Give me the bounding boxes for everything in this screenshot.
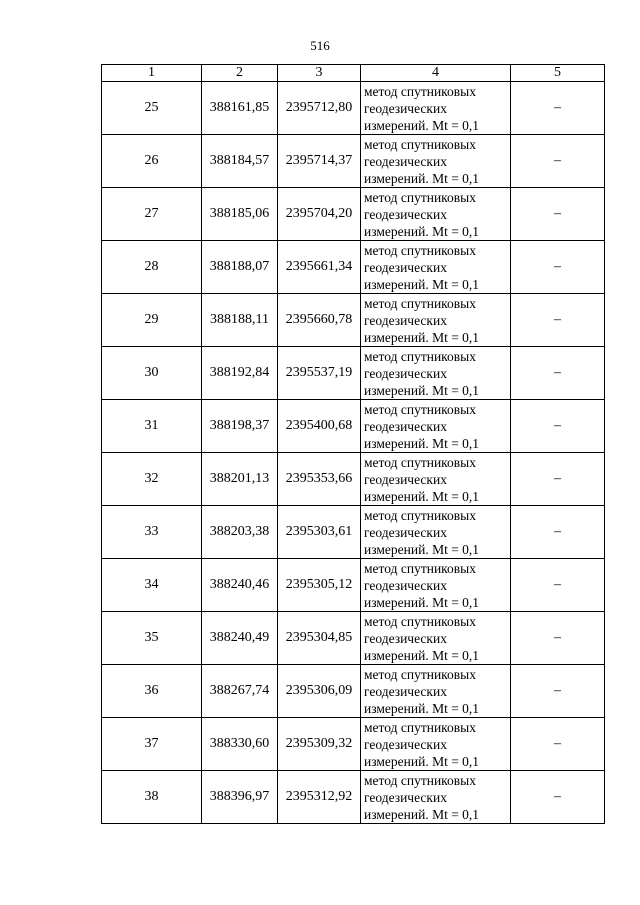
y-coordinate-cell: 2395353,66 — [278, 453, 361, 506]
point-number-cell: 38 — [102, 771, 202, 824]
method-line: геодезических — [364, 630, 447, 646]
note-cell: – — [511, 294, 605, 347]
method-line: геодезических — [364, 153, 447, 169]
method-line: измерений. Mt = 0,1 — [364, 647, 480, 663]
method-cell — [361, 82, 511, 135]
method-line: измерений. Mt = 0,1 — [364, 117, 480, 133]
x-coordinate-cell: 388203,38 — [202, 506, 278, 559]
table-row — [102, 718, 605, 771]
point-number-cell: 35 — [102, 612, 202, 665]
point-number-cell: 36 — [102, 665, 202, 718]
table-row — [102, 294, 605, 347]
point-number-cell: 27 — [102, 188, 202, 241]
x-coordinate-cell: 388188,11 — [202, 294, 278, 347]
y-coordinate-cell: 2395305,12 — [278, 559, 361, 612]
table-row — [102, 241, 605, 294]
y-coordinate-cell: 2395537,19 — [278, 347, 361, 400]
method-line: метод спутниковых — [364, 560, 476, 576]
header-col-3: 3 — [278, 65, 361, 82]
method-line: измерений. Mt = 0,1 — [364, 700, 480, 716]
method-line: метод спутниковых — [364, 507, 476, 523]
table-row — [102, 665, 605, 718]
header-col-5: 5 — [511, 65, 605, 82]
x-coordinate-cell: 388185,06 — [202, 188, 278, 241]
method-line: метод спутниковых — [364, 83, 476, 99]
table-row — [102, 771, 605, 824]
note-cell: – — [511, 241, 605, 294]
method-cell — [361, 400, 511, 453]
x-coordinate-cell: 388240,46 — [202, 559, 278, 612]
method-line: геодезических — [364, 206, 447, 222]
method-cell — [361, 771, 511, 824]
method-line: метод спутниковых — [364, 189, 476, 205]
x-coordinate-cell: 388198,37 — [202, 400, 278, 453]
method-cell — [361, 718, 511, 771]
method-line: геодезических — [364, 418, 447, 434]
method-line: геодезических — [364, 524, 447, 540]
header-row — [102, 65, 605, 82]
x-coordinate-cell: 388192,84 — [202, 347, 278, 400]
y-coordinate-cell: 2395304,85 — [278, 612, 361, 665]
method-line: геодезических — [364, 683, 447, 699]
method-line: измерений. Mt = 0,1 — [364, 541, 480, 557]
note-cell: – — [511, 612, 605, 665]
method-line: метод спутниковых — [364, 242, 476, 258]
method-cell — [361, 135, 511, 188]
point-number-cell: 32 — [102, 453, 202, 506]
method-line: метод спутниковых — [364, 613, 476, 629]
method-cell — [361, 506, 511, 559]
method-line: измерений. Mt = 0,1 — [364, 806, 480, 822]
note-cell: – — [511, 559, 605, 612]
point-number-cell: 25 — [102, 82, 202, 135]
method-line: метод спутниковых — [364, 295, 476, 311]
point-number-cell: 30 — [102, 347, 202, 400]
page-number: 516 — [310, 38, 330, 53]
header-col-2: 2 — [202, 65, 278, 82]
method-line: измерений. Mt = 0,1 — [364, 382, 480, 398]
table-row — [102, 135, 605, 188]
y-coordinate-cell: 2395303,61 — [278, 506, 361, 559]
x-coordinate-cell: 388240,49 — [202, 612, 278, 665]
method-line: измерений. Mt = 0,1 — [364, 223, 480, 239]
method-line: геодезических — [364, 259, 447, 275]
method-cell — [361, 188, 511, 241]
method-cell — [361, 347, 511, 400]
x-coordinate-cell: 388201,13 — [202, 453, 278, 506]
method-line: метод спутниковых — [364, 772, 476, 788]
x-coordinate-cell: 388396,97 — [202, 771, 278, 824]
y-coordinate-cell: 2395714,37 — [278, 135, 361, 188]
method-line: измерений. Mt = 0,1 — [364, 594, 480, 610]
method-line: измерений. Mt = 0,1 — [364, 435, 480, 451]
note-cell: – — [511, 665, 605, 718]
method-line: метод спутниковых — [364, 666, 476, 682]
x-coordinate-cell: 388184,57 — [202, 135, 278, 188]
y-coordinate-cell: 2395660,78 — [278, 294, 361, 347]
table-row — [102, 506, 605, 559]
table-row — [102, 559, 605, 612]
y-coordinate-cell: 2395712,80 — [278, 82, 361, 135]
method-line: геодезических — [364, 312, 447, 328]
table-row — [102, 612, 605, 665]
point-number-cell: 37 — [102, 718, 202, 771]
method-line: метод спутниковых — [364, 136, 476, 152]
method-line: метод спутниковых — [364, 454, 476, 470]
table-row — [102, 188, 605, 241]
note-cell: – — [511, 718, 605, 771]
point-number-cell: 31 — [102, 400, 202, 453]
table-body — [102, 82, 605, 824]
method-line: геодезических — [364, 736, 447, 752]
method-line: геодезических — [364, 471, 447, 487]
method-line: геодезических — [364, 789, 447, 805]
y-coordinate-cell: 2395661,34 — [278, 241, 361, 294]
table-row — [102, 347, 605, 400]
method-line: измерений. Mt = 0,1 — [364, 753, 480, 769]
note-cell: – — [511, 188, 605, 241]
x-coordinate-cell: 388267,74 — [202, 665, 278, 718]
method-cell — [361, 294, 511, 347]
method-line: метод спутниковых — [364, 719, 476, 735]
note-cell: – — [511, 347, 605, 400]
table-header — [102, 65, 605, 82]
method-line: измерений. Mt = 0,1 — [364, 329, 480, 345]
table-row — [102, 82, 605, 135]
method-line: геодезических — [364, 100, 447, 116]
table-row — [102, 400, 605, 453]
method-line: измерений. Mt = 0,1 — [364, 170, 480, 186]
method-line: метод спутниковых — [364, 348, 476, 364]
y-coordinate-cell: 2395704,20 — [278, 188, 361, 241]
method-cell — [361, 453, 511, 506]
point-number-cell: 26 — [102, 135, 202, 188]
coordinates-table — [101, 64, 605, 824]
x-coordinate-cell: 388161,85 — [202, 82, 278, 135]
x-coordinate-cell: 388188,07 — [202, 241, 278, 294]
note-cell: – — [511, 135, 605, 188]
y-coordinate-cell: 2395306,09 — [278, 665, 361, 718]
method-cell — [361, 559, 511, 612]
method-cell — [361, 612, 511, 665]
method-line: измерений. Mt = 0,1 — [364, 488, 480, 504]
x-coordinate-cell: 388330,60 — [202, 718, 278, 771]
method-line: геодезических — [364, 365, 447, 381]
note-cell: – — [511, 453, 605, 506]
note-cell: – — [511, 506, 605, 559]
note-cell: – — [511, 400, 605, 453]
method-line: измерений. Mt = 0,1 — [364, 276, 480, 292]
point-number-cell: 28 — [102, 241, 202, 294]
method-line: геодезических — [364, 577, 447, 593]
y-coordinate-cell: 2395312,92 — [278, 771, 361, 824]
point-number-cell: 34 — [102, 559, 202, 612]
header-col-1: 1 — [102, 65, 202, 82]
point-number-cell: 29 — [102, 294, 202, 347]
method-line: метод спутниковых — [364, 401, 476, 417]
method-cell — [361, 241, 511, 294]
y-coordinate-cell: 2395400,68 — [278, 400, 361, 453]
method-cell — [361, 665, 511, 718]
point-number-cell: 33 — [102, 506, 202, 559]
note-cell: – — [511, 82, 605, 135]
note-cell: – — [511, 771, 605, 824]
table-row — [102, 453, 605, 506]
header-col-4: 4 — [361, 65, 511, 82]
y-coordinate-cell: 2395309,32 — [278, 718, 361, 771]
